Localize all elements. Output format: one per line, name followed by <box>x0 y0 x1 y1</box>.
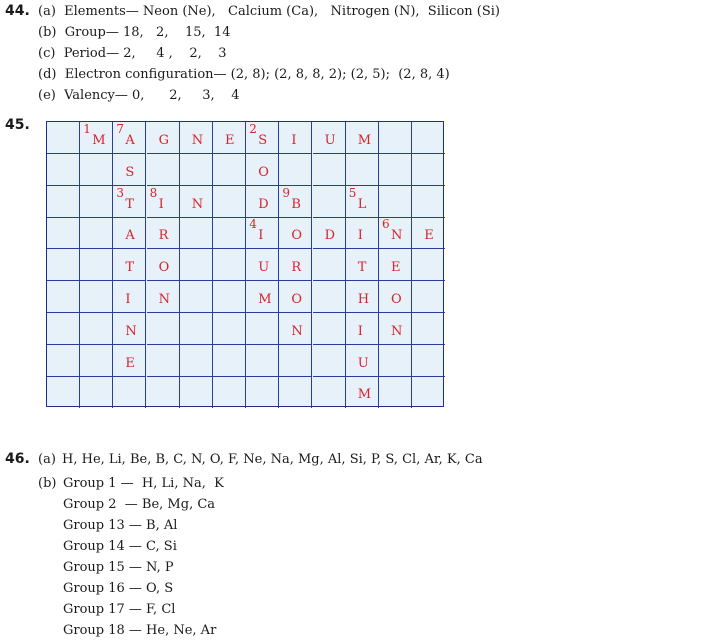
q46-group-15: Group 15 — N, P <box>63 560 174 575</box>
crossword-cell <box>313 376 346 408</box>
crossword-letter: T <box>125 260 135 276</box>
crossword-cell <box>412 313 445 345</box>
crossword-letter: M <box>258 292 272 307</box>
crossword-cell <box>147 345 180 377</box>
crossword-letter: D <box>324 228 336 244</box>
crossword-cell <box>379 154 412 186</box>
crossword-cell <box>47 186 80 218</box>
question-number-45: 45. <box>5 117 30 133</box>
crossword-letter: E <box>225 133 235 148</box>
crossword-letter: A <box>125 228 135 244</box>
crossword-letter: M <box>92 133 106 148</box>
crossword-letter: U <box>357 355 369 371</box>
crossword-letter: B <box>291 196 301 212</box>
crossword-letter: U <box>324 133 336 148</box>
crossword-letter: N <box>158 292 170 307</box>
crossword-letter: O <box>291 228 303 244</box>
crossword-letter: I <box>357 228 363 244</box>
crossword-cell <box>180 217 213 249</box>
q44-line-d: (d) Electron configuration— (2, 8); (2, 8, 8, 2); (2, 5); (2, 8, 4) <box>38 67 450 82</box>
crossword-letter: T <box>357 260 367 276</box>
crossword-cell <box>213 313 246 345</box>
crossword-cell <box>379 122 412 154</box>
crossword-cell <box>313 249 346 281</box>
crossword-clue-number: 3 <box>116 185 125 200</box>
crossword-cell <box>412 281 445 313</box>
crossword-letter: H <box>357 292 370 307</box>
crossword-cell <box>246 345 279 377</box>
crossword-letter: I <box>357 323 363 339</box>
crossword-clue-number: 9 <box>282 185 291 200</box>
crossword-cell <box>80 186 113 218</box>
crossword-letter: T <box>125 196 135 212</box>
crossword-cell <box>346 154 379 186</box>
crossword-clue-number: 7 <box>116 122 125 136</box>
crossword-letter: O <box>391 292 402 307</box>
crossword-cell <box>213 154 246 186</box>
crossword-cell <box>279 345 312 377</box>
q46-group-2: Group 2 — Be, Mg, Ca <box>63 497 216 512</box>
crossword-clue-number: 5 <box>348 185 357 200</box>
crossword-letter: O <box>158 260 170 276</box>
crossword-cell <box>313 154 346 186</box>
crossword-cell <box>113 376 146 408</box>
crossword-clue-number: 4 <box>249 217 257 232</box>
crossword-cell <box>47 122 80 154</box>
crossword-cell <box>47 345 80 377</box>
crossword-cell <box>313 345 346 377</box>
crossword-cell <box>180 249 213 281</box>
crossword-letter: E <box>125 355 135 371</box>
crossword-clue-number: 2 <box>249 122 257 136</box>
crossword-cell <box>213 345 246 377</box>
q46-b-label: (b) <box>38 476 57 491</box>
crossword-cell <box>47 376 80 408</box>
crossword-cell <box>412 122 445 154</box>
crossword-cell <box>147 376 180 408</box>
crossword-cell <box>80 154 113 186</box>
crossword-cell <box>213 281 246 313</box>
q44-line-e: (e) Valency— 0, 2, 3, 4 <box>38 88 240 103</box>
crossword-grid <box>46 121 444 407</box>
crossword-cell <box>80 249 113 281</box>
crossword-cell <box>412 154 445 186</box>
crossword-letter: E <box>391 260 401 276</box>
crossword-letter: L <box>357 196 367 212</box>
q46-group-18: Group 18 — He, Ne, Ar <box>63 623 217 638</box>
crossword-letter: N <box>191 133 204 148</box>
crossword-cell <box>213 249 246 281</box>
crossword-clue-number: 6 <box>382 217 390 232</box>
crossword-cell <box>180 281 213 313</box>
crossword-cell <box>313 281 346 313</box>
crossword-cell <box>47 249 80 281</box>
crossword-letter: R <box>291 260 302 276</box>
crossword-letter: M <box>357 133 372 148</box>
crossword-cell <box>279 376 312 408</box>
crossword-cell <box>279 154 312 186</box>
crossword-letter: U <box>258 260 270 276</box>
q46-a-text: H, He, Li, Be, B, C, N, O, F, Ne, Na, Mg, Al, Si, P, S, Cl, Ar, K, Ca <box>62 452 483 467</box>
crossword-letter: G <box>158 133 169 148</box>
q46-group-14: Group 14 — C, Si <box>63 539 177 554</box>
crossword-letter: A <box>125 133 135 148</box>
crossword-letter: N <box>191 196 204 212</box>
crossword-cell <box>379 186 412 218</box>
crossword-letter: D <box>258 196 269 212</box>
crossword-letter: R <box>158 228 169 244</box>
crossword-cell <box>213 376 246 408</box>
crossword-cell <box>47 217 80 249</box>
q46-group-17: Group 17 — F, Cl <box>63 602 176 617</box>
crossword-letter: N <box>391 323 403 339</box>
crossword-cell <box>180 313 213 345</box>
crossword-cell <box>80 281 113 313</box>
crossword-cell <box>80 345 113 377</box>
crossword-cell <box>47 154 80 186</box>
q46-group-1: Group 1 — H, Li, Na, K <box>63 476 224 491</box>
crossword-cell <box>80 313 113 345</box>
question-number-44: 44. <box>5 3 30 19</box>
crossword-cell <box>47 313 80 345</box>
q44-line-a: (a) Elements— Neon (Ne), Calcium (Ca), Nitrogen (N), Silicon (Si) <box>38 4 500 19</box>
crossword-cell <box>213 217 246 249</box>
crossword-cell <box>379 345 412 377</box>
crossword-cell <box>147 313 180 345</box>
crossword-cell <box>412 186 445 218</box>
crossword-clue-number: 8 <box>149 185 158 200</box>
q46-a-label: (a) <box>38 452 56 467</box>
crossword-letter: I <box>158 196 164 212</box>
crossword-cell <box>47 281 80 313</box>
crossword-cell <box>412 376 445 408</box>
crossword-letter: S <box>125 164 135 180</box>
crossword-letter: N <box>125 323 137 339</box>
q44-line-c: (c) Period— 2, 4 , 2, 3 <box>38 46 227 61</box>
crossword-cell <box>80 376 113 408</box>
crossword-letter: O <box>291 292 303 307</box>
crossword-cell <box>180 154 213 186</box>
crossword-cell <box>213 186 246 218</box>
crossword-cell <box>180 376 213 408</box>
crossword-letter: E <box>424 228 434 244</box>
crossword-letter: I <box>125 292 131 307</box>
crossword-cell <box>412 345 445 377</box>
q44-line-b: (b) Group— 18, 2, 15, 14 <box>38 25 231 40</box>
question-number-46: 46. <box>5 451 30 467</box>
crossword-cell <box>412 249 445 281</box>
crossword-cell <box>246 376 279 408</box>
crossword-cell <box>147 154 180 186</box>
crossword-cell <box>246 313 279 345</box>
crossword-cell <box>313 313 346 345</box>
crossword-letter: I <box>291 133 297 148</box>
crossword-letter: S <box>258 133 268 148</box>
q46-group-13: Group 13 — B, Al <box>63 518 178 533</box>
crossword-letter: N <box>391 228 403 244</box>
crossword-cell <box>313 186 346 218</box>
q46-group-16: Group 16 — O, S <box>63 581 174 596</box>
crossword-clue-number: 1 <box>83 122 91 136</box>
crossword-letter: I <box>258 228 264 244</box>
crossword-letter: O <box>258 164 269 180</box>
crossword-letter: N <box>291 323 303 339</box>
crossword-cell <box>379 376 412 408</box>
crossword-cell <box>180 345 213 377</box>
crossword-cell <box>80 217 113 249</box>
crossword-letter: M <box>357 387 372 403</box>
